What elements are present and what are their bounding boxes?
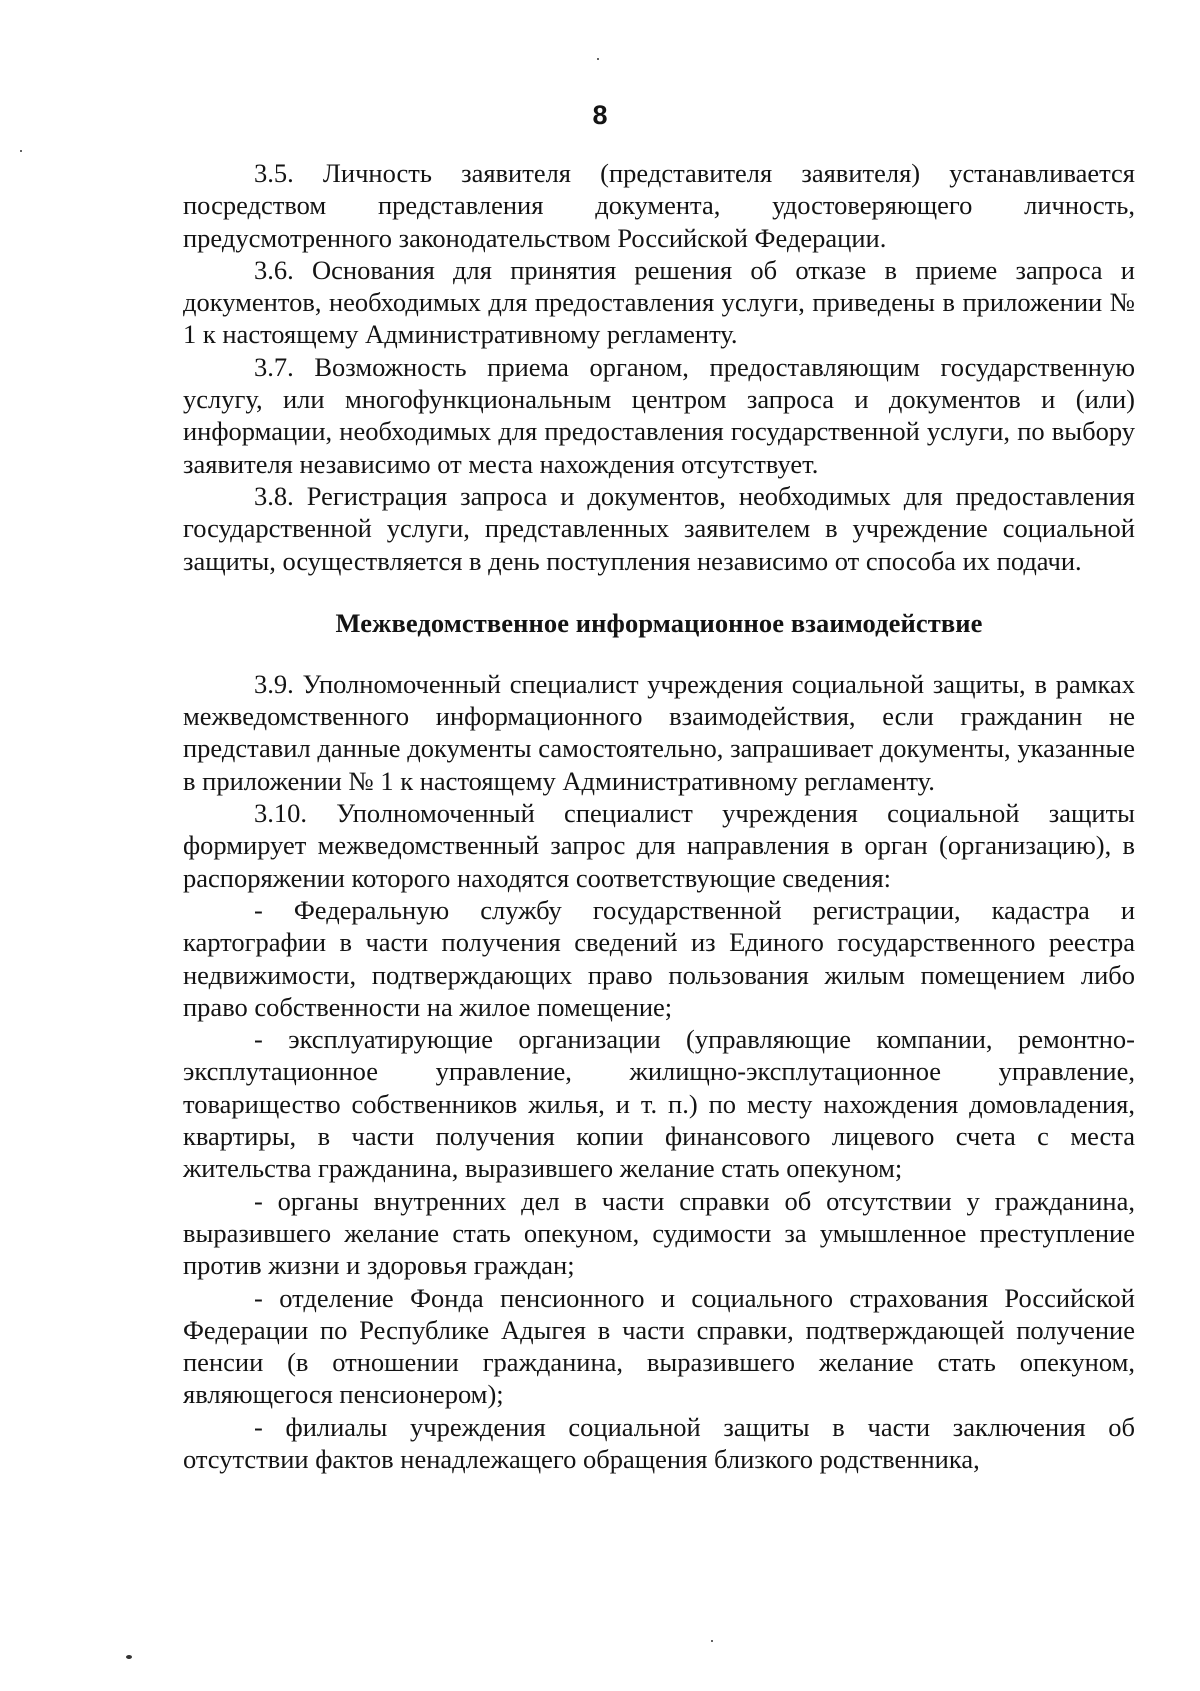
scan-speck — [597, 58, 599, 60]
paragraph-3-10: 3.10. Уполномоченный специалист учреждения социальной защиты формирует межведомственный запрос для направления в орган (организацию), в распоряжении которого находятся соответствующие сведения: — [183, 798, 1135, 893]
page-number: 8 — [592, 100, 608, 130]
scan-speck — [20, 150, 22, 152]
list-item-social-protection-branches: - филиалы учреждения социальной защиты в части заключения об отсутствии фактов ненадлежащего обращения близкого родственника, — [183, 1411, 1135, 1474]
scan-speck — [711, 1640, 713, 1642]
list-item-rosreestr: - Федеральную службу государственной регистрации, кадастра и картографии в части получения сведений из Единого государственного реестра недвижимости, подтверждающих право пользования жилым помещением либо право собственности на жилое помещение; — [183, 894, 1135, 1022]
paragraph-3-6: 3.6. Основания для принятия решения об отказе в приеме запроса и документов, необходимых для предоставления услуги, приведены в приложении № 1 к настоящему Административному регламенту. — [183, 254, 1135, 350]
paragraph-3-7: 3.7. Возможность приема органом, предоставляющим государственную услугу, или многофункциональным центром запроса и документов и (или) информации, необходимых для предоставления государственной услуги, по выбору заявителя независимо от места нахождения отсутствует. — [183, 351, 1135, 479]
paragraph-3-9: 3.9. Уполномоченный специалист учреждения социальной защиты, в рамках межведомственного информационного взаимодействия, если гражданин не представил данные документы самостоятельно, запрашивает документы, указанные в приложении № 1 к настоящему Административному регламенту. — [183, 668, 1135, 796]
list-item-internal-affairs: - органы внутренних дел в части справки об отсутствии у гражданина, выразившего желание стать опекуном, судимости за умышленное преступление против жизни и здоровья граждан; — [183, 1185, 1135, 1281]
list-item-pension-fund: - отделение Фонда пенсионного и социального страхования Российской Федерации по Республике Адыгея в части справки, подтверждающей получение пенсии (в отношении гражданина, выразившего желание стать опекуном, являющегося пенсионером); — [183, 1282, 1135, 1410]
document-body — [183, 157, 1135, 1475]
section-heading: Межведомственное информационное взаимодействие — [335, 607, 983, 638]
paragraph-3-5: 3.5. Личность заявителя (представителя заявителя) устанавливается посредством представления документа, удостоверяющего личность, предусмотренного законодательством Российской Федерации. — [183, 158, 1135, 253]
scan-speck — [126, 1655, 132, 1659]
list-item-operating-organizations: - эксплуатирующие организации (управляющие компании, ремонтно-эксплутационное управление, жилищно-эксплутационное управление, товарищество собственников жилья, и т. п.) по месту нахождения домовладения, квартиры, в части получения копии финансового лицевого счета с места жительства гражданина, выразившего желание стать опекуном; — [183, 1024, 1135, 1184]
paragraph-3-8: 3.8. Регистрация запроса и документов, необходимых для предоставления государственной услуги, представленных заявителем в учреждение социальной защиты, осуществляется в день поступления независимо от способа их подачи. — [183, 480, 1135, 576]
